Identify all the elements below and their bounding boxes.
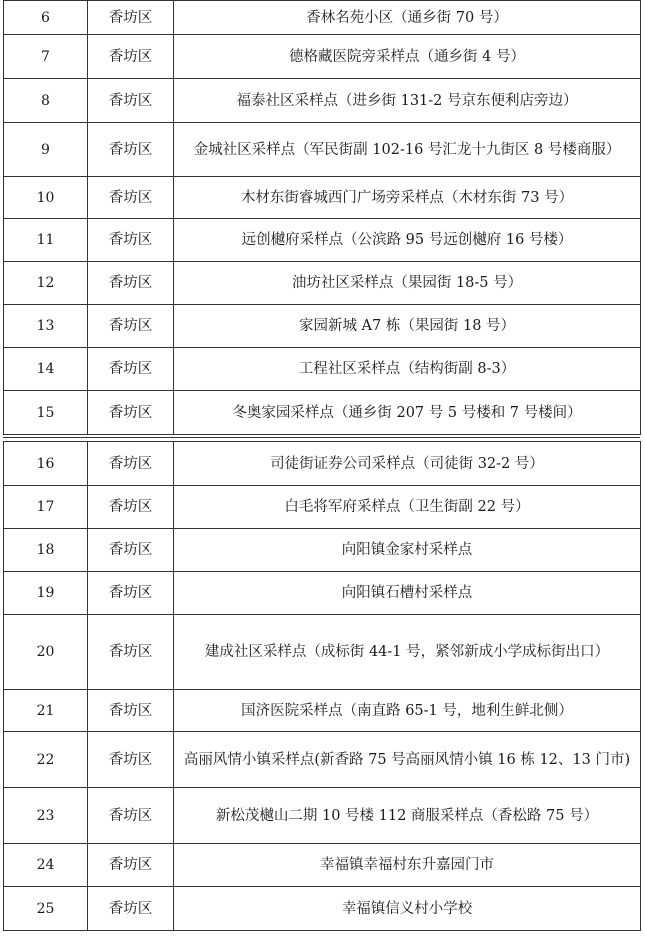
table-row: [4, 219, 641, 262]
row-number: 21: [4, 690, 88, 732]
district-cell: 香坊区: [88, 788, 174, 844]
row-number: 22: [4, 732, 88, 788]
site-cell: 白毛将军府采样点（卫生街副 22 号）: [174, 486, 641, 529]
sampling-sites-table-bottom: [3, 441, 641, 931]
row-number: 12: [4, 262, 88, 305]
table-row: [4, 177, 641, 219]
district-cell: 香坊区: [88, 615, 174, 690]
site-cell: 香林名苑小区（通乡街 70 号）: [174, 1, 641, 35]
row-number: 10: [4, 177, 88, 219]
row-number: 15: [4, 391, 88, 435]
site-cell: 幸福镇幸福村东升嘉园门市: [174, 844, 641, 887]
district-cell: 香坊区: [88, 844, 174, 887]
site-cell: 建成社区采样点（成标街 44-1 号，紧邻新成小学成标街出口）: [174, 615, 641, 690]
sampling-sites-table-top: [3, 0, 641, 435]
district-cell: 香坊区: [88, 529, 174, 572]
table-row: [4, 486, 641, 529]
table-row: [4, 788, 641, 844]
district-cell: 香坊区: [88, 35, 174, 79]
district-cell: 香坊区: [88, 1, 174, 35]
row-number: 23: [4, 788, 88, 844]
district-cell: 香坊区: [88, 690, 174, 732]
table-row: [4, 887, 641, 931]
district-cell: 香坊区: [88, 732, 174, 788]
site-cell: 工程社区采样点（结构街副 8-3）: [174, 348, 641, 391]
district-cell: 香坊区: [88, 262, 174, 305]
table-row: [4, 732, 641, 788]
site-cell: 油坊社区采样点（果园街 18-5 号）: [174, 262, 641, 305]
table-row: [4, 35, 641, 79]
row-number: 20: [4, 615, 88, 690]
table-row: [4, 262, 641, 305]
site-cell: 冬奥家园采样点（通乡街 207 号 5 号楼和 7 号楼间）: [174, 391, 641, 435]
district-cell: 香坊区: [88, 177, 174, 219]
site-cell: 木材东街睿城西门广场旁采样点（木材东街 73 号）: [174, 177, 641, 219]
table-row: [4, 690, 641, 732]
site-cell: 新松茂樾山二期 10 号楼 112 商服采样点（香松路 75 号）: [174, 788, 641, 844]
table-row: [4, 844, 641, 887]
site-cell: 德格藏医院旁采样点（通乡街 4 号）: [174, 35, 641, 79]
table-row: [4, 391, 641, 435]
table-row: [4, 529, 641, 572]
district-cell: 香坊区: [88, 348, 174, 391]
table-row: [4, 305, 641, 348]
table-row: [4, 572, 641, 615]
table-row: [4, 1, 641, 35]
district-cell: 香坊区: [88, 391, 174, 435]
site-cell: 福泰社区采样点（进乡街 131-2 号京东便利店旁边）: [174, 79, 641, 123]
site-cell: 向阳镇金家村采样点: [174, 529, 641, 572]
row-number: 11: [4, 219, 88, 262]
row-number: 6: [4, 1, 88, 35]
row-number: 13: [4, 305, 88, 348]
district-cell: 香坊区: [88, 887, 174, 931]
site-cell: 司徒街证券公司采样点（司徒街 32-2 号）: [174, 442, 641, 486]
table-row: [4, 79, 641, 123]
row-number: 14: [4, 348, 88, 391]
site-cell: 家园新城 A7 栋（果园街 18 号）: [174, 305, 641, 348]
site-cell: 幸福镇信义村小学校: [174, 887, 641, 931]
page-break-line: [3, 437, 640, 438]
table-row: [4, 615, 641, 690]
district-cell: 香坊区: [88, 486, 174, 529]
district-cell: 香坊区: [88, 442, 174, 486]
district-cell: 香坊区: [88, 219, 174, 262]
site-cell: 向阳镇石槽村采样点: [174, 572, 641, 615]
district-cell: 香坊区: [88, 79, 174, 123]
table-row: [4, 442, 641, 486]
table-row: [4, 123, 641, 177]
row-number: 18: [4, 529, 88, 572]
row-number: 19: [4, 572, 88, 615]
site-cell: 高丽风情小镇采样点(新香路 75 号高丽风情小镇 16 栋 12、13 门市): [174, 732, 641, 788]
site-cell: 金城社区采样点（军民街副 102-16 号汇龙十九街区 8 号楼商服）: [174, 123, 641, 177]
district-cell: 香坊区: [88, 572, 174, 615]
site-cell: 远创樾府采样点（公滨路 95 号远创樾府 16 号楼）: [174, 219, 641, 262]
row-number: 25: [4, 887, 88, 931]
row-number: 9: [4, 123, 88, 177]
row-number: 17: [4, 486, 88, 529]
row-number: 24: [4, 844, 88, 887]
district-cell: 香坊区: [88, 123, 174, 177]
district-cell: 香坊区: [88, 305, 174, 348]
table-row: [4, 348, 641, 391]
row-number: 16: [4, 442, 88, 486]
row-number: 8: [4, 79, 88, 123]
site-cell: 国济医院采样点（南直路 65-1 号，地利生鲜北侧）: [174, 690, 641, 732]
row-number: 7: [4, 35, 88, 79]
